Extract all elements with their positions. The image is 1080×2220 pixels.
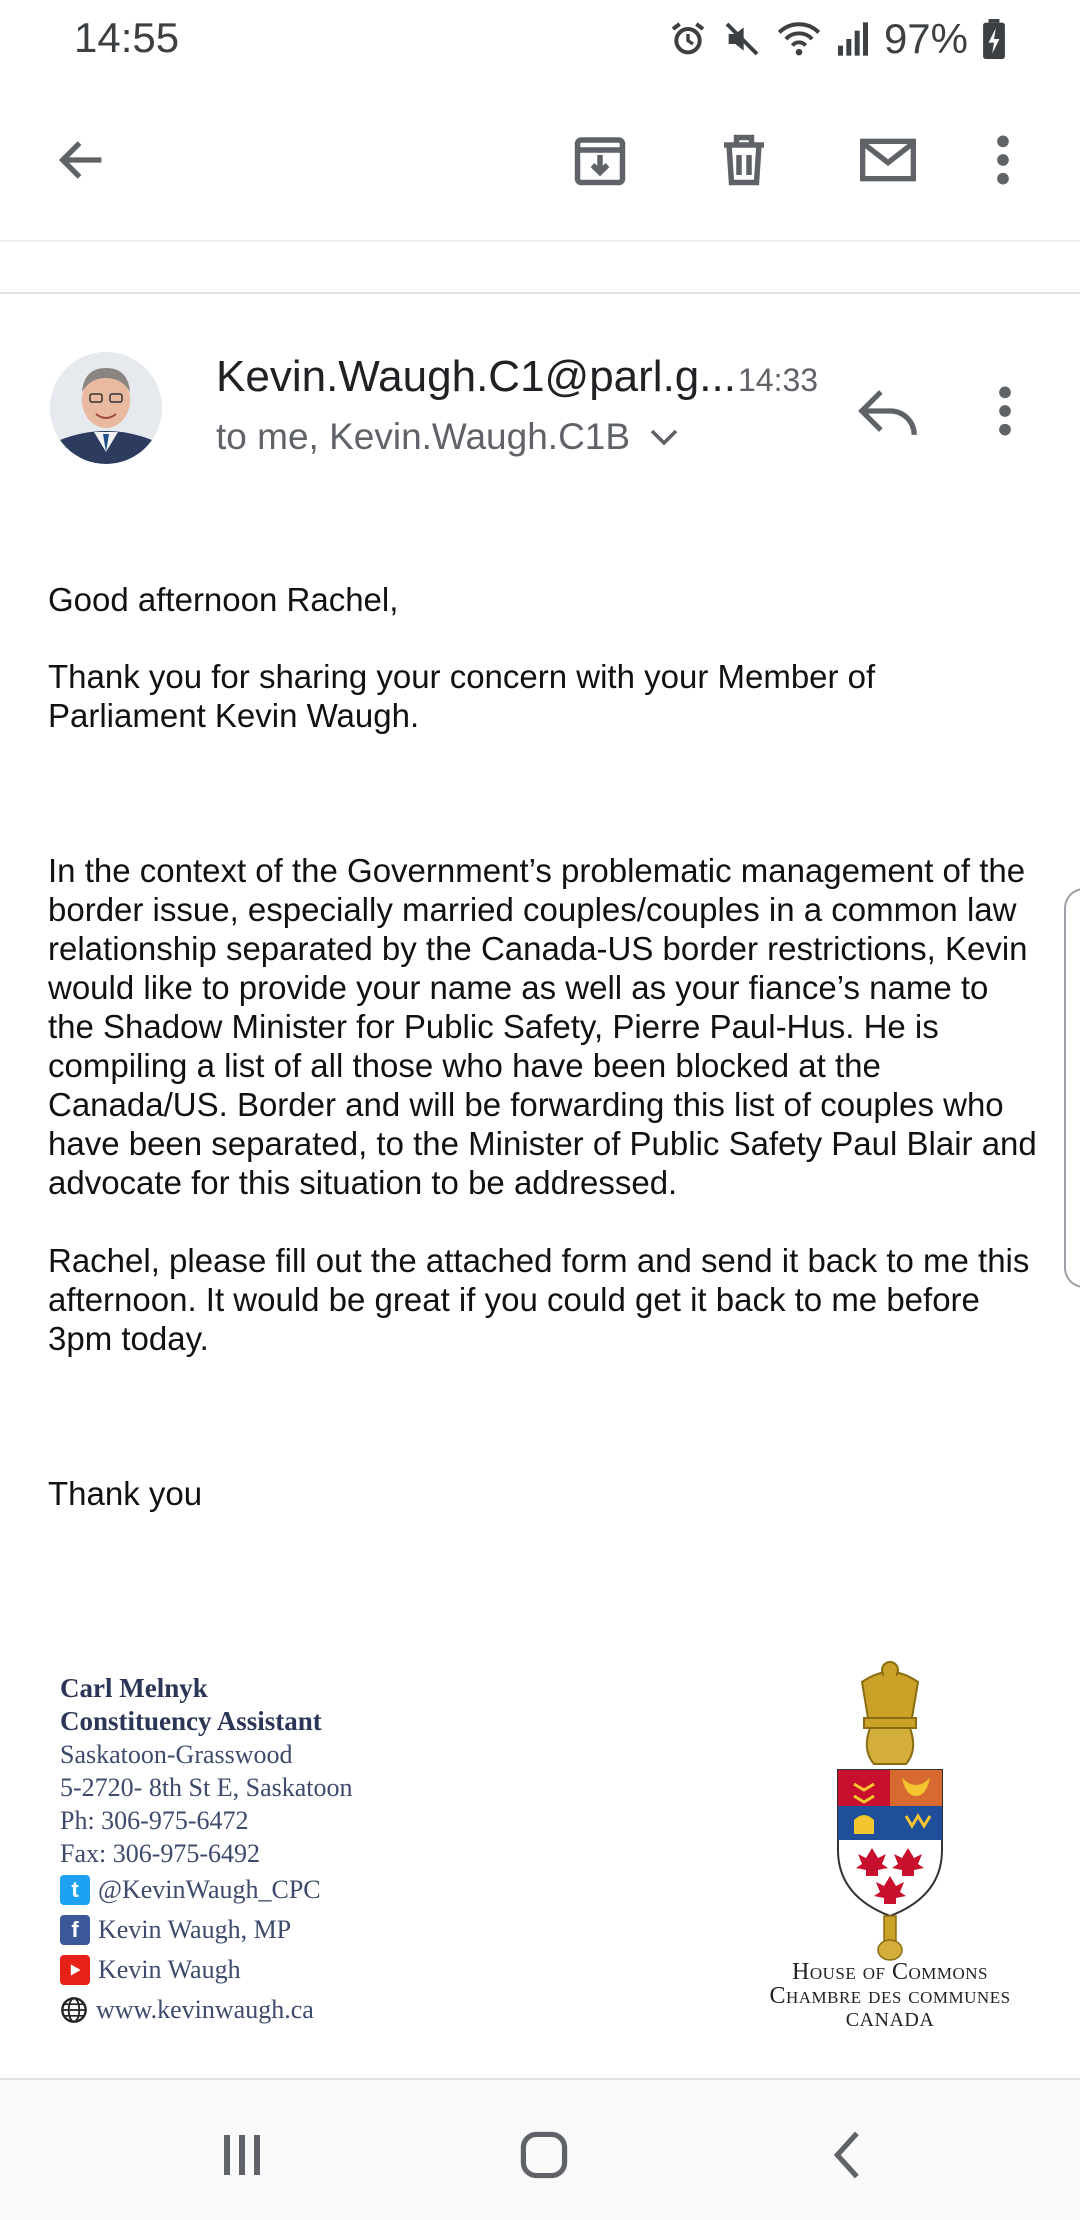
hoc-line-1: House of Commons (792, 1959, 988, 1985)
facebook-name: Kevin Waugh, MP (98, 1915, 292, 1944)
sender-avatar[interactable] (50, 352, 162, 464)
thread-divider (0, 292, 1080, 294)
battery-percent: 97% (883, 15, 968, 62)
mail-icon (856, 128, 920, 192)
signal-icon (836, 19, 870, 59)
scroll-handle[interactable] (1064, 888, 1080, 1288)
sender-address[interactable]: Kevin.Waugh.C1@parl.g... (216, 352, 736, 401)
email-paragraph-3: Rachel, please fill out the attached form and send it back to me this afternoon. It would be great if you could get it back to me before 3pm today. (48, 1242, 1030, 1357)
more-options-button[interactable] (976, 122, 1030, 198)
mark-unread-button[interactable] (850, 122, 926, 198)
reply-icon (857, 386, 919, 436)
signature-role: Constituency Assistant (60, 1706, 322, 1736)
signature-riding: Saskatoon-Grasswood (60, 1740, 293, 1769)
status-icons (668, 14, 1006, 64)
chevron-left-icon (828, 2129, 864, 2181)
recent-apps-button[interactable] (202, 2120, 282, 2190)
website-link: www.kevinwaugh.ca (96, 1995, 314, 2024)
signature-fax: Fax: 306-975-6492 (60, 1839, 261, 1868)
more-vert-icon (995, 383, 1015, 439)
home-button[interactable] (504, 2120, 584, 2190)
alarm-icon (668, 19, 708, 59)
system-nav-bar (0, 2080, 1080, 2220)
email-time: 14:33 (738, 362, 819, 398)
wifi-icon (776, 19, 822, 59)
twitter-handle: @KevinWaugh_CPC (98, 1875, 321, 1904)
status-time: 14:55 (74, 14, 180, 61)
youtube-name: Kevin Waugh (98, 1955, 241, 1984)
back-arrow-icon (53, 131, 111, 189)
home-icon (518, 2129, 570, 2181)
facebook-icon: f (60, 1915, 90, 1945)
back-button[interactable] (44, 122, 120, 198)
signature-facebook[interactable] (60, 1910, 560, 1950)
signature-youtube[interactable] (60, 1950, 560, 1990)
email-greeting: Good afternoon Rachel, (48, 581, 399, 618)
battery-charging-icon (982, 19, 1006, 59)
more-vert-icon (993, 132, 1013, 188)
archive-icon (570, 130, 630, 190)
toolbar-shadow (0, 240, 1080, 243)
email-signature (60, 1672, 560, 2030)
reply-button[interactable] (848, 376, 928, 446)
signature-phone[interactable]: Ph: 306-975-6472 (60, 1806, 249, 1835)
signature-address: 5-2720- 8th St E, Saskatoon (60, 1773, 353, 1802)
mute-icon (722, 19, 762, 59)
delete-button[interactable] (706, 122, 782, 198)
recipients-text: to me, Kevin.Waugh.C1B (216, 416, 631, 457)
archive-button[interactable] (562, 122, 638, 198)
globe-icon (60, 1996, 88, 2024)
signature-website[interactable] (60, 1990, 560, 2030)
hoc-line-2: Chambre des communes (769, 1983, 1011, 2009)
email-header (0, 330, 1080, 500)
email-paragraph-1: Thank you for sharing your concern with your Member of Parliament Kevin Waugh. (48, 658, 876, 734)
hoc-line-3: CANADA (845, 2009, 935, 2031)
trash-icon (714, 130, 774, 190)
recent-apps-icon (219, 2131, 265, 2179)
nav-back-button[interactable] (806, 2120, 886, 2190)
recipients-toggle[interactable] (216, 416, 678, 458)
house-of-commons-wordmark (740, 1960, 1040, 2032)
twitter-icon: t (60, 1875, 90, 1905)
signature-twitter[interactable] (60, 1870, 560, 1910)
signature-name: Carl Melnyk (60, 1673, 208, 1703)
avatar-photo (50, 352, 162, 464)
toolbar (0, 78, 1080, 240)
email-closing: Thank you (48, 1475, 203, 1512)
message-more-button[interactable] (980, 376, 1030, 446)
youtube-icon (60, 1955, 90, 1985)
status-bar (0, 0, 1080, 78)
chevron-down-icon (650, 427, 678, 447)
email-paragraph-2: In the context of the Government’s problematic management of the border issue, especially married couples/couples in a common law relationship separated by the Canada-US border restrictions, Kevin would like to provide your name as well as your fiance’s name to the Shadow Minister for Public Safety, Pierre Paul-Hus. He is compiling a list of all those who have been blocked at the Canada/US. Border and will be forwarding this list of couples who have been separated, to the Minister of Public Safety Paul Blair and advocate for this situation to be addressed. (48, 852, 1037, 1201)
